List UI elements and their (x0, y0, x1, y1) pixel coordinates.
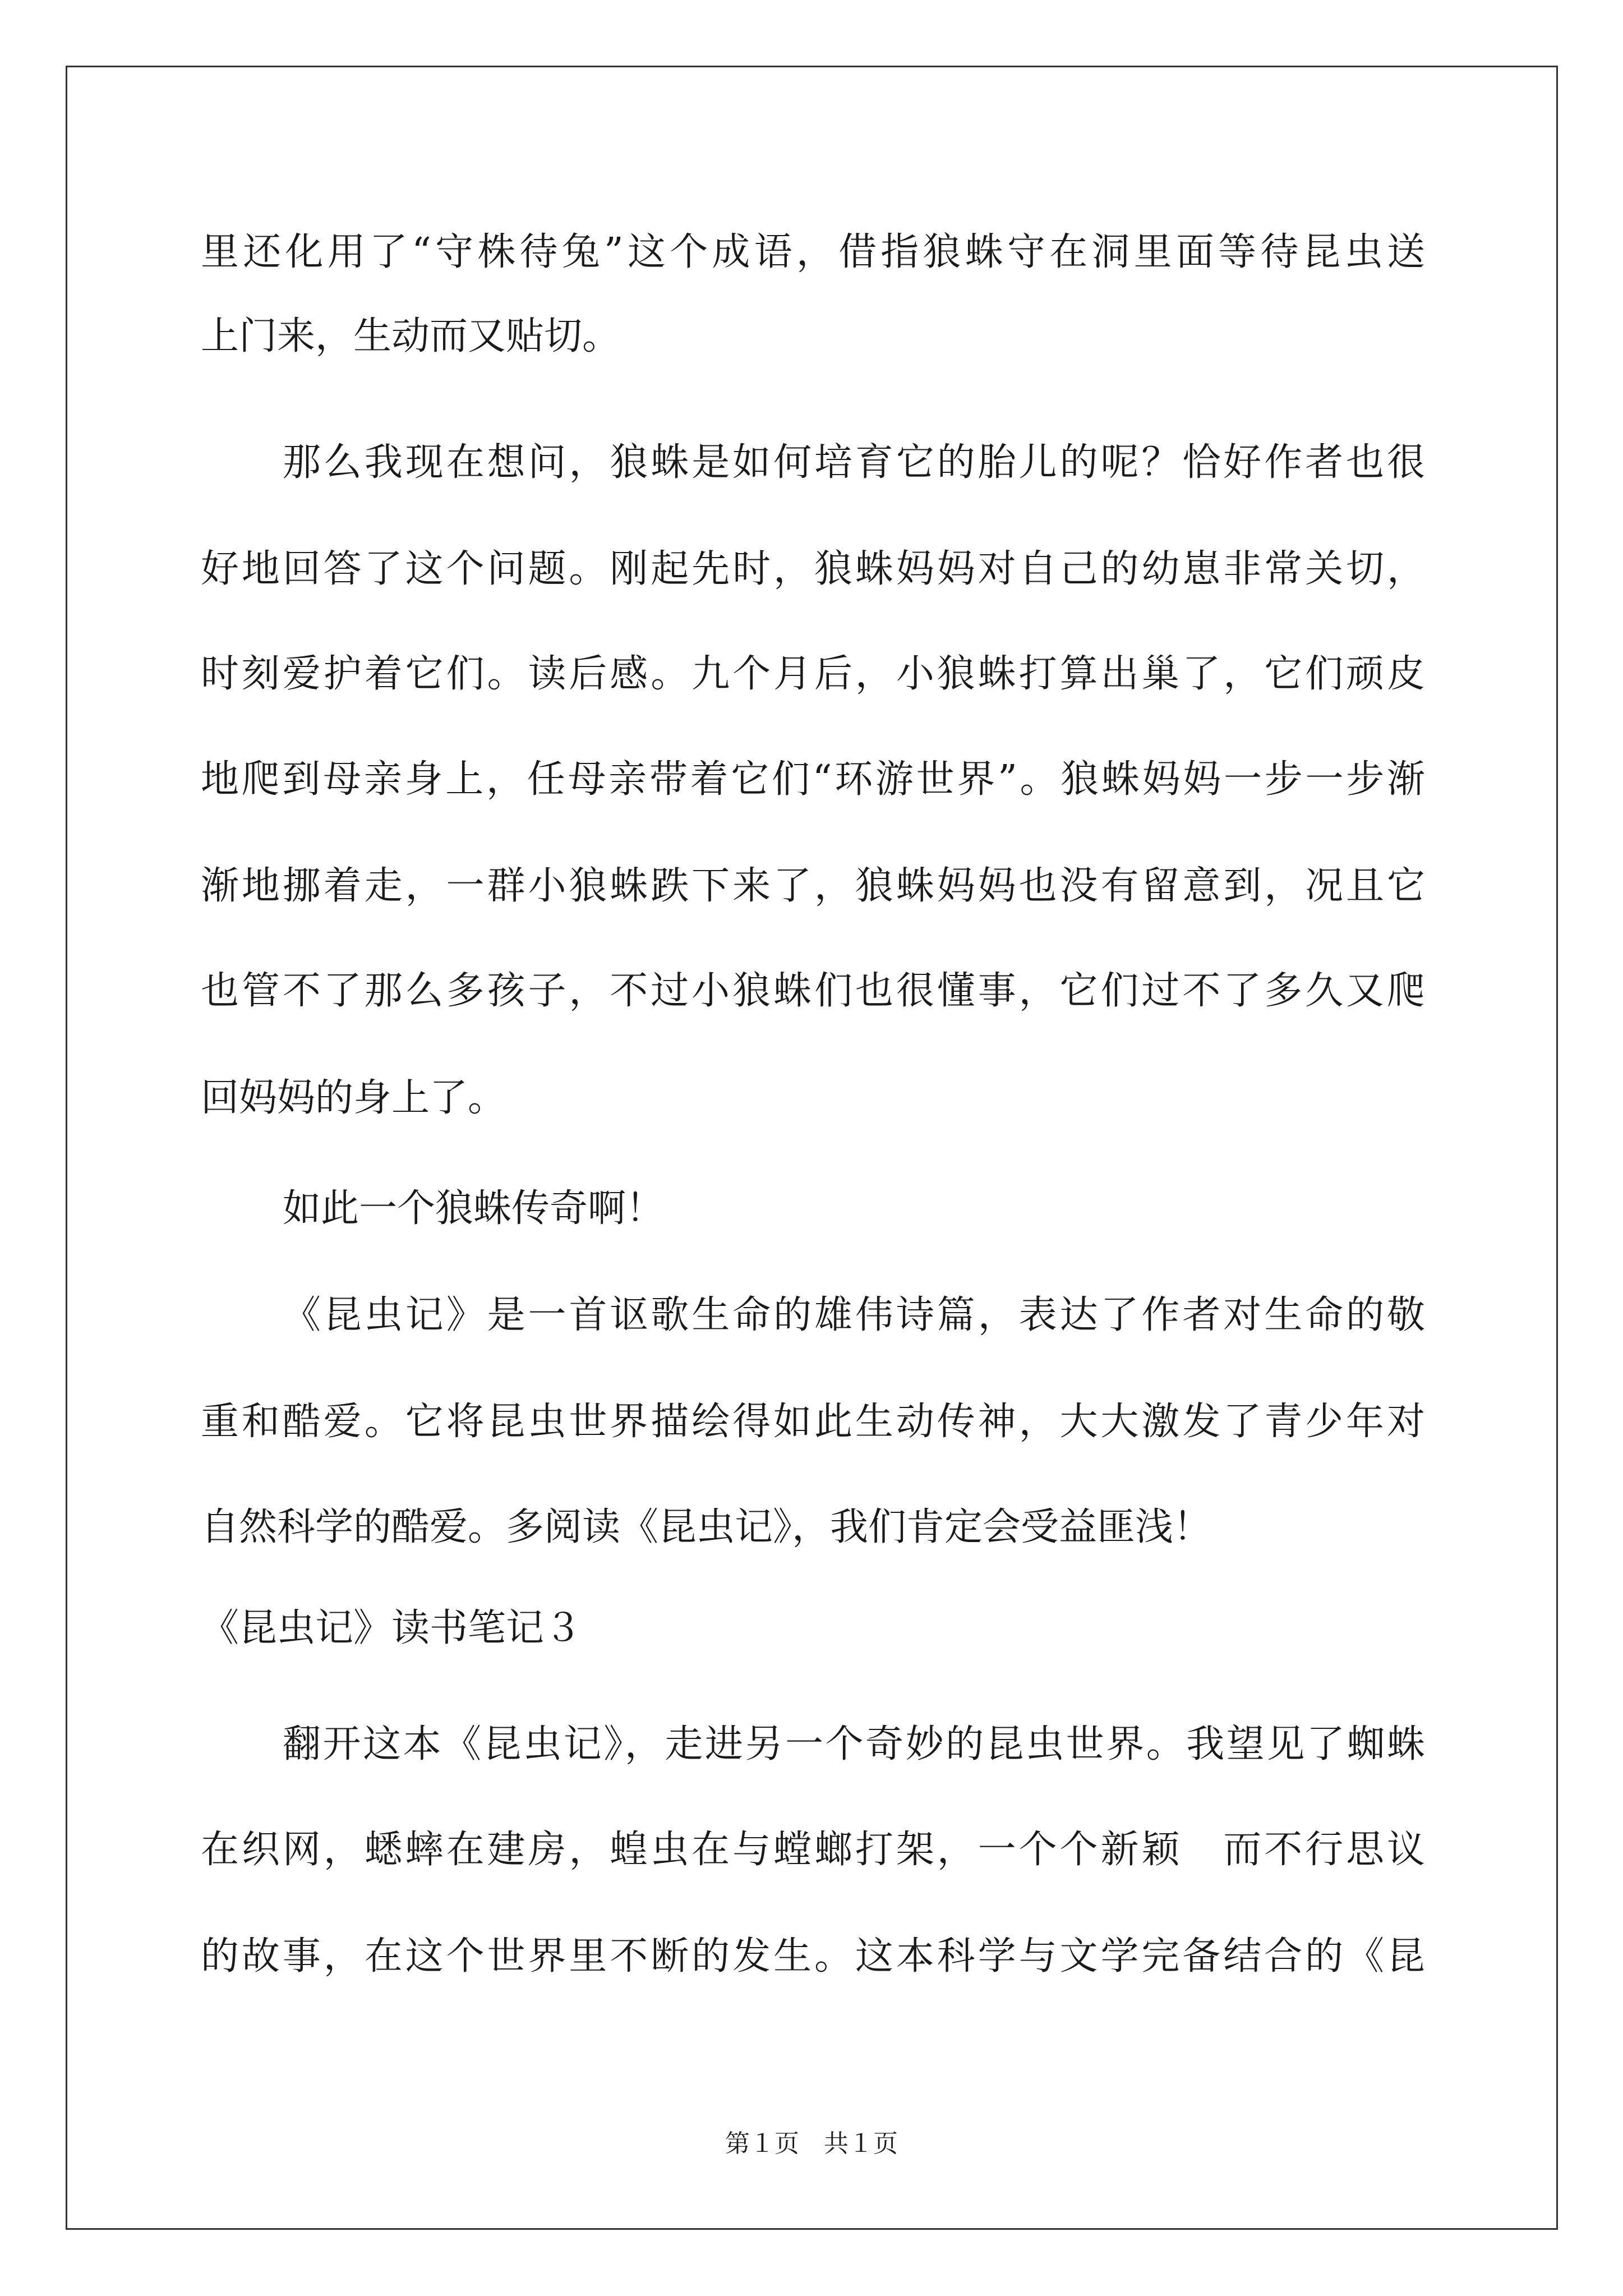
text-line-7: 渐地挪着走，一群小狼蛛跌下来了，狼蛛妈妈也没有留意到，况且它 (201, 864, 1425, 908)
text-line-5: 时刻爱护着它们。读后感。九个月后，小狼蛛打算出巢了，它们顽皮 (201, 652, 1425, 696)
text-line-4: 好地回答了这个问题。刚起先时，狼蛛妈妈对自己的幼崽非常关切， (201, 547, 1425, 591)
section-heading: 《昆虫记》读书笔记３ (201, 1606, 583, 1650)
text-line-17: 的故事，在这个世界里不断的发生。这本科学与文学完备结合的《昆 (201, 1934, 1425, 1978)
text-line-8: 也管不了那么多孩子，不过小狼蛛们也很懂事，它们过不了多久又爬 (201, 969, 1425, 1013)
text-line-16: 在织网，蟋蟀在建房，蝗虫在与螳螂打架，一个个新颖 而不行思议 (201, 1828, 1425, 1872)
page-number-footer: 第１页 共１页 (725, 2129, 898, 2158)
text-line-9: 回妈妈的身上了。 (201, 1076, 506, 1120)
text-line-2: 上门来，生动而又贴切。 (201, 314, 621, 358)
text-line-10: 如此一个狼蛛传奇啊！ (283, 1186, 665, 1231)
text-line-3: 那么我现在想问，狼蛛是如何培育它的胎儿的呢？恰好作者也很 (283, 440, 1425, 485)
text-line-13: 自然科学的酷爱。多阅读《昆虫记》，我们肯定会受益匪浅！ (201, 1505, 1212, 1549)
text-line-1: 里还化用了“守株待兔”这个成语，借指狼蛛守在洞里面等待昆虫送 (201, 230, 1425, 274)
text-line-15: 翻开这本《昆虫记》，走进另一个奇妙的昆虫世界。我望见了蜘蛛 (283, 1722, 1425, 1766)
text-line-11: 《昆虫记》是一首讴歌生命的雄伟诗篇，表达了作者对生命的敬 (283, 1293, 1425, 1337)
page-border (66, 66, 1558, 2230)
text-line-12: 重和酷爱。它将昆虫世界描绘得如此生动传神，大大激发了青少年对 (201, 1400, 1425, 1444)
text-line-6: 地爬到母亲身上，任母亲带着它们“环游世界”。狼蛛妈妈一步一步渐 (201, 757, 1425, 802)
